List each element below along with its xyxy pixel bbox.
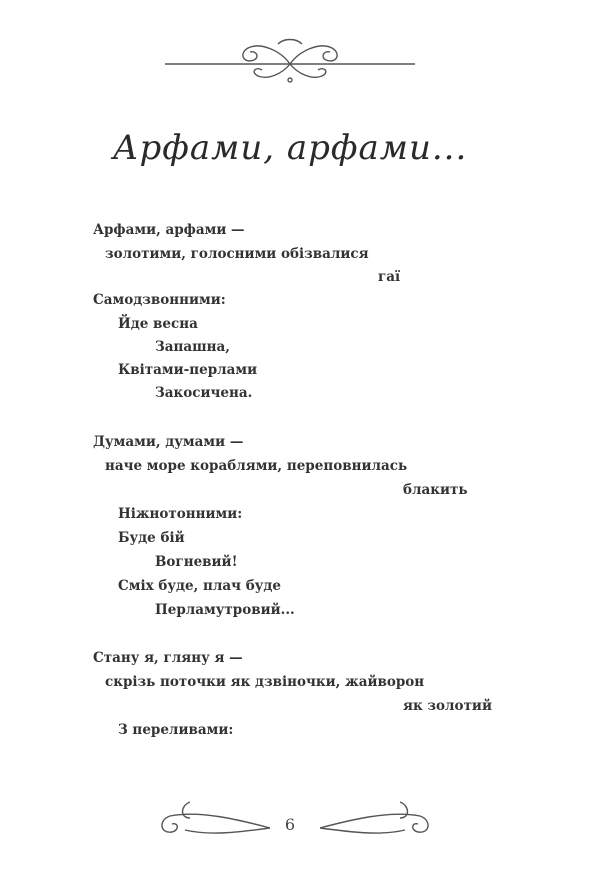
poem-line: Йде весна	[118, 316, 198, 332]
top-ornament-icon	[160, 30, 420, 90]
poem-line: Перламутровий...	[155, 602, 295, 618]
poem-line: наче море кораблями, переповнилась	[105, 458, 408, 474]
poem-line: Закосичена.	[155, 385, 253, 401]
poem-line: З переливами:	[118, 722, 234, 738]
poem-line: блакить	[403, 482, 468, 498]
page-number: 6	[284, 815, 296, 834]
poem-title: Арфами, арфами...	[112, 128, 468, 168]
poem-line: Стану я, гляну я —	[93, 650, 243, 666]
poem-line: Запашна,	[155, 339, 230, 355]
poem-line: Думами, думами —	[93, 434, 244, 450]
poem-line: як золотий	[403, 698, 492, 714]
poem-line: гаї	[378, 269, 401, 285]
poem-line: Вогневий!	[155, 554, 238, 570]
poem-line: Сміх буде, плач буде	[118, 578, 281, 594]
poem-line: золотими, голосними обізвалися	[105, 246, 369, 262]
poem-line: Буде бій	[118, 530, 185, 546]
poem-line: Арфами, арфами —	[93, 222, 245, 238]
poem-line: Ніжнотонними:	[118, 506, 243, 522]
poem-line: скрізь поточки як дзвіночки, жайворон	[105, 674, 425, 690]
poem-line: Квітами-перлами	[118, 362, 258, 378]
poem-line: Самодзвонними:	[93, 292, 226, 308]
